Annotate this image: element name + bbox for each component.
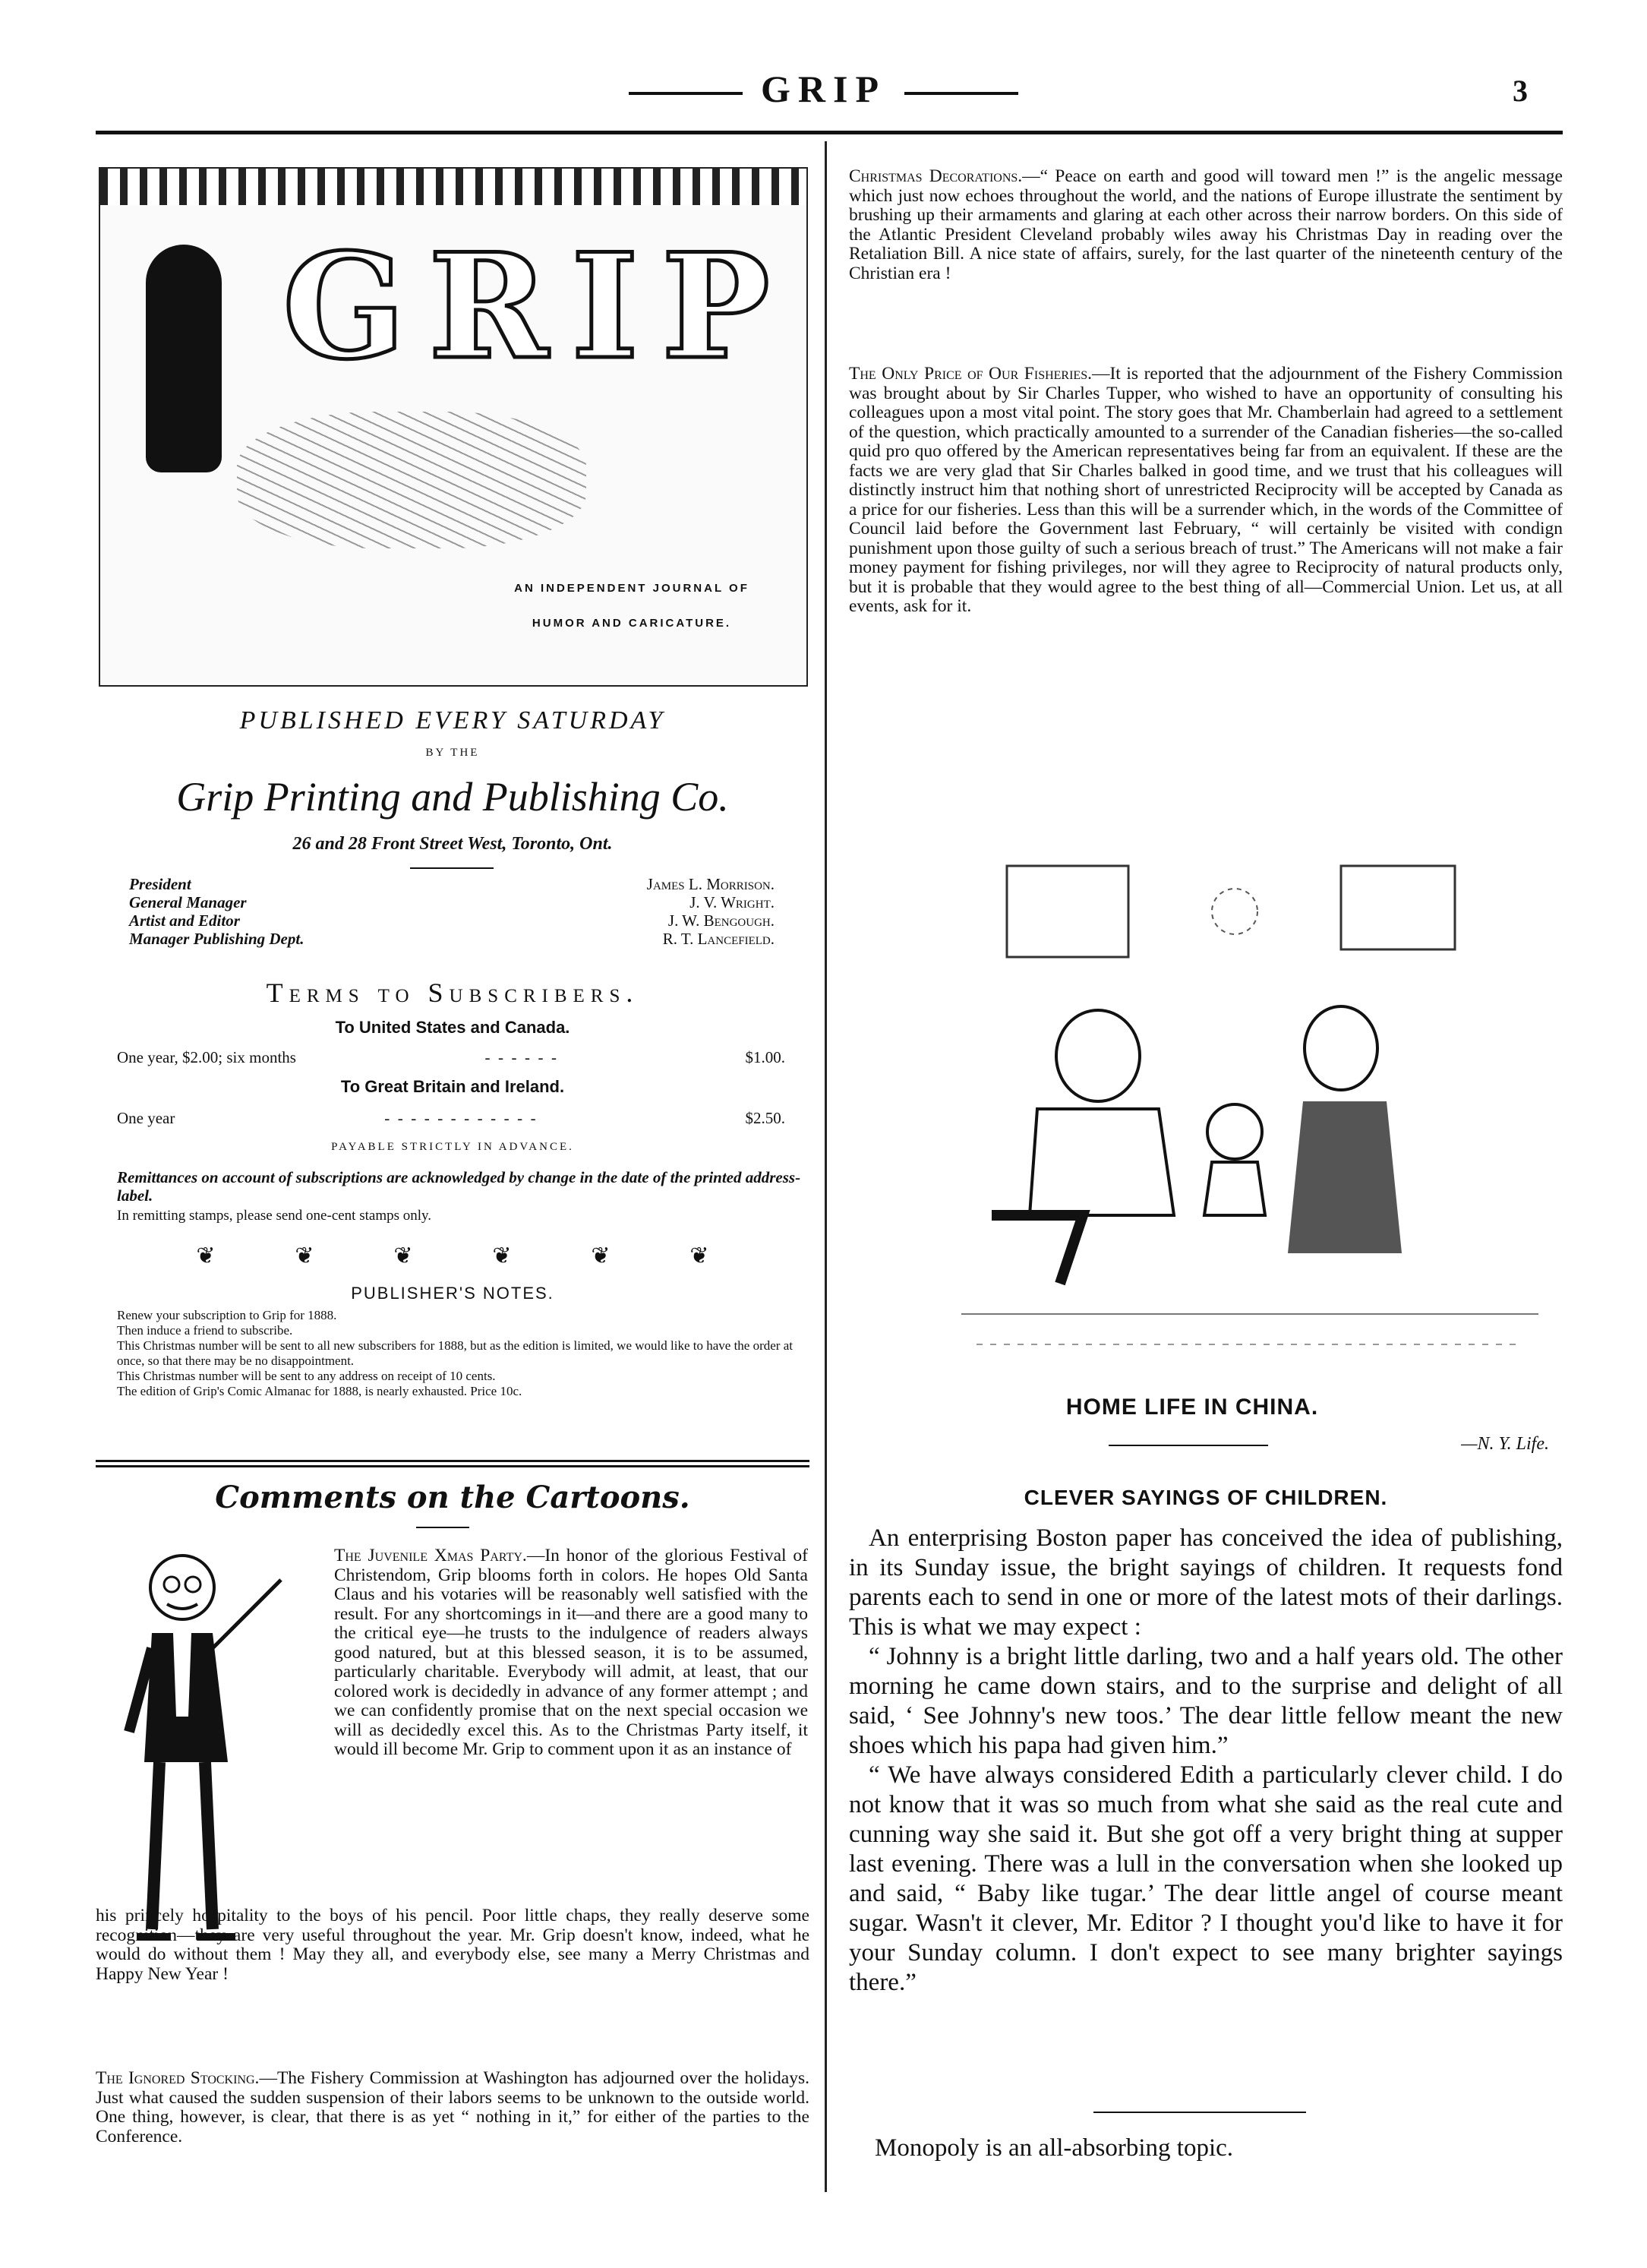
divider [410, 867, 494, 869]
ornament-icon: ❦ [393, 1243, 413, 1268]
xmas-decorations-paragraph [849, 167, 1563, 283]
clever-sayings-body [849, 1524, 1563, 1998]
staff-role: General Manager [129, 893, 247, 911]
note-line: Then induce a friend to subscribe. [117, 1323, 293, 1338]
page-header-title: GRIP [0, 67, 1647, 111]
monopoly-note: Monopoly is an all-absorbing topic. [875, 2134, 1234, 2162]
staff-name: James L. Morrison. [646, 875, 775, 893]
article-title: The Only Price of Our Fisheries. [849, 364, 1092, 384]
price-label: One year, $2.00; six months [117, 1048, 296, 1066]
comment-text: —The Fishery Commission at Washington has adjourned over the holidays. Just what caused the sudden suspension of their labors seems to be unknown to the outside world. One thing, however, is clear, that there is as yet “ nothing in it,” for either of the parties to the Conference. [96, 2068, 809, 2146]
terms-us-canada: To United States and Canada. [335, 1018, 570, 1037]
masthead-illustration [99, 167, 808, 687]
tagline-line-1: AN INDEPENDENT JOURNAL OF [514, 582, 749, 595]
comment-paragraph-1 [334, 1546, 808, 1760]
comment-paragraph-2 [96, 2069, 809, 2146]
staff-name: J. V. Wright. [689, 893, 775, 911]
comment-paragraph-1-cont: his princely hospitality to the boys of his pencil. Poor little chaps, they really deserve some recognition—they are very useful throughout the year. Mr. Grip doesn't know, indeed, what he would do without them ! May they all, and everybody else, see many a Merry Christmas and Happy New Year ! [96, 1906, 809, 1984]
company-name: Grip Printing and Publishing Co. [176, 774, 729, 820]
by-the: BY THE [425, 747, 480, 759]
note-line: The edition of Grip's Comic Almanac for 1888, is nearly exhausted. Price 10c. [117, 1384, 522, 1398]
header-rule [96, 131, 1563, 134]
price-leader: - - - - - - [484, 1048, 557, 1066]
home-life-in-china-cartoon [946, 858, 1554, 1375]
ornamental-border [100, 169, 806, 205]
staff-name: R. T. Lancefield. [662, 930, 775, 948]
company-address: 26 and 28 Front Street West, Toronto, Ont. [292, 834, 613, 854]
staff-row [129, 875, 775, 893]
article-text: —It is reported that the adjournment of the Fishery Commission was brought about by Sir Charles Tupper, who wished to have an opportunity of consulting his colleagues upon a most vital point. The story goes that Mr. Chamberlain had agreed to a settlement of the question, which practically amounted to a surrender of the Canadian fisheries—the so-called quid pro quo offered by the American representatives being far from an equivalent. If these are the facts we are very glad that Sir Charles balked in good time, and we trust that his colleagues will distinctly instruct him that nothing short of unrestricted Reciprocity will be accepted by Canada as a price for our fisheries. Less than this will be a surrender which, in the words of the Committee of Council laid before the Government last February, “ will certainly be visited with condign punishment upon those guilty of such a serious breach of trust.” The Americans will not make a fair money payment for fishing privileges, nor will they agree to Reciprocity of natural products only, but it is probable that they would agree to the best thing of all—Commercial Union. Let us, at all events, ask for it. [849, 364, 1563, 616]
note-line: This Christmas number will be sent to any address on receipt of 10 cents. [117, 1369, 496, 1383]
note-line: This Christmas number will be sent to all new subscribers for 1888, but as the edition is limited, we would like to have the order at once, so that there may be no disappointment. [117, 1338, 793, 1368]
stamps-note: In remitting stamps, please send one-cent stamps only. [117, 1208, 432, 1224]
price-leader: - - - - - - - - - - - - [384, 1109, 536, 1127]
clever-paragraph: “ We have always considered Edith a particularly clever child. I do not know that it was so much from what she said as the real cute and cunning way she said it. But she got off a very bright thing at supper last evening. There was a lull in the conversation when she looked up and said, “ Baby like tugar.’ The dear little angel of course meant sugar. Wasn't it clever, Mr. Editor ? I thought you'd like to have it for your Sunday column. I don't expect to see many brighter sayings there.” [849, 1761, 1563, 1996]
comment-title: The Ignored Stocking. [96, 2068, 260, 2088]
terms-gb: To Great Britain and Ireland. [340, 1077, 565, 1096]
price-row-2 [117, 1109, 785, 1128]
article-title: Christmas Decorations. [849, 166, 1023, 186]
divider [1093, 2112, 1306, 2113]
staff-row [129, 930, 775, 948]
price-row-1 [117, 1048, 785, 1067]
staff-name: J. W. Bengough. [667, 911, 775, 930]
ornament-icon: ❦ [196, 1243, 216, 1268]
ornament-icon: ❦ [295, 1243, 314, 1268]
clever-paragraph: “ Johnny is a bright little darling, two and a half years old. The other morning he came down stairs, and to the surprise and delight of all said, ‘ See Johnny's new toos.’ The dear little fellow meant the new shoes which his papa had given him.” [849, 1643, 1563, 1759]
comments-heading: Comments on the Cartoons. [215, 1480, 690, 1515]
article-text: —“ Peace on earth and good will toward men !” is the angelic message which just now echoes throughout the world, and the nations of Europe illustrate the sentiment by brushing up their armaments and glaring at each other across their narrow borders. On this side of the Atlantic President Cleveland probably wiles away his Christmas Day in reading over the Retaliation Bill. A nice state of affairs, surely, for the last quarter of the nineteenth century of the Christian era ! [849, 166, 1563, 283]
ornament-icon: ❦ [689, 1243, 709, 1268]
remittances-note: Remittances on account of subscriptions are acknowledged by change in the date of the printed address-label. [117, 1168, 801, 1205]
publishers-notes-heading: PUBLISHER'S NOTES. [351, 1284, 554, 1303]
comment-text: —In honor of the glorious Festival of Christendom, Grip blooms forth in colors. He hopes Old Santa Claus and his votaries will be reasonably well satisfied with the result. For any shortcomings in it—and there are a good many to the critical eye—he trusts to the indulgence of readers always good natured, but at this blessed season, it is to be assumed, particularly charitable. Everybody will admit, at least, that our colored work is decidedly in advance of any former attempt ; and we can confidently promise that on the next special occasion we will as decidedly excel this. As to the Christmas Party itself, it would ill become Mr. Grip to comment upon it as an instance of [334, 1546, 808, 1759]
raven-icon [146, 245, 222, 472]
staff-row [129, 911, 775, 930]
page-number: 3 [1513, 74, 1528, 108]
ornament-icon: ❦ [591, 1243, 611, 1268]
masthead-tagline [472, 571, 791, 641]
clever-paragraph: An enterprising Boston paper has conceived the idea of publishing, in its Sunday issue, the bright sayings of children. It requests fond parents each to send in one or more of the latest mots of their darlings. This is what we may expect : [849, 1524, 1563, 1641]
masthead-logo: GRIP [282, 222, 793, 391]
staff-role: Manager Publishing Dept. [129, 930, 304, 948]
ornament-icon: ❦ [492, 1243, 512, 1268]
section-rule [96, 1460, 809, 1467]
tagline-line-2: HUMOR AND CARICATURE. [532, 617, 732, 630]
caption-rule [1109, 1445, 1268, 1446]
clever-sayings-heading: CLEVER SAYINGS OF CHILDREN. [1024, 1486, 1388, 1509]
staff-row [129, 893, 775, 911]
note-line: Renew your subscription to Grip for 1888. [117, 1308, 337, 1322]
staff-role: President [129, 875, 191, 893]
published-every: PUBLISHED EVERY SATURDAY [239, 706, 666, 734]
cartoon-source: —N. Y. Life. [1461, 1434, 1549, 1454]
comment-title: The Juvenile Xmas Party. [334, 1546, 527, 1565]
column-divider [825, 141, 827, 2192]
cartoon-caption: HOME LIFE IN CHINA. [1065, 1395, 1319, 1420]
price-value: $1.00. [745, 1048, 785, 1066]
price-value: $2.50. [745, 1109, 785, 1127]
artist-tools-drawing [237, 412, 586, 548]
price-label: One year [117, 1109, 175, 1127]
payable-note: PAYABLE STRICTLY IN ADVANCE. [331, 1141, 574, 1153]
terms-heading: Terms to Subscribers. [266, 978, 639, 1008]
ornament-row [96, 1243, 809, 1269]
staff-list [129, 875, 775, 948]
publishers-notes [117, 1308, 808, 1399]
divider [416, 1527, 469, 1528]
staff-role: Artist and Editor [129, 911, 240, 930]
fisheries-paragraph [849, 365, 1563, 617]
